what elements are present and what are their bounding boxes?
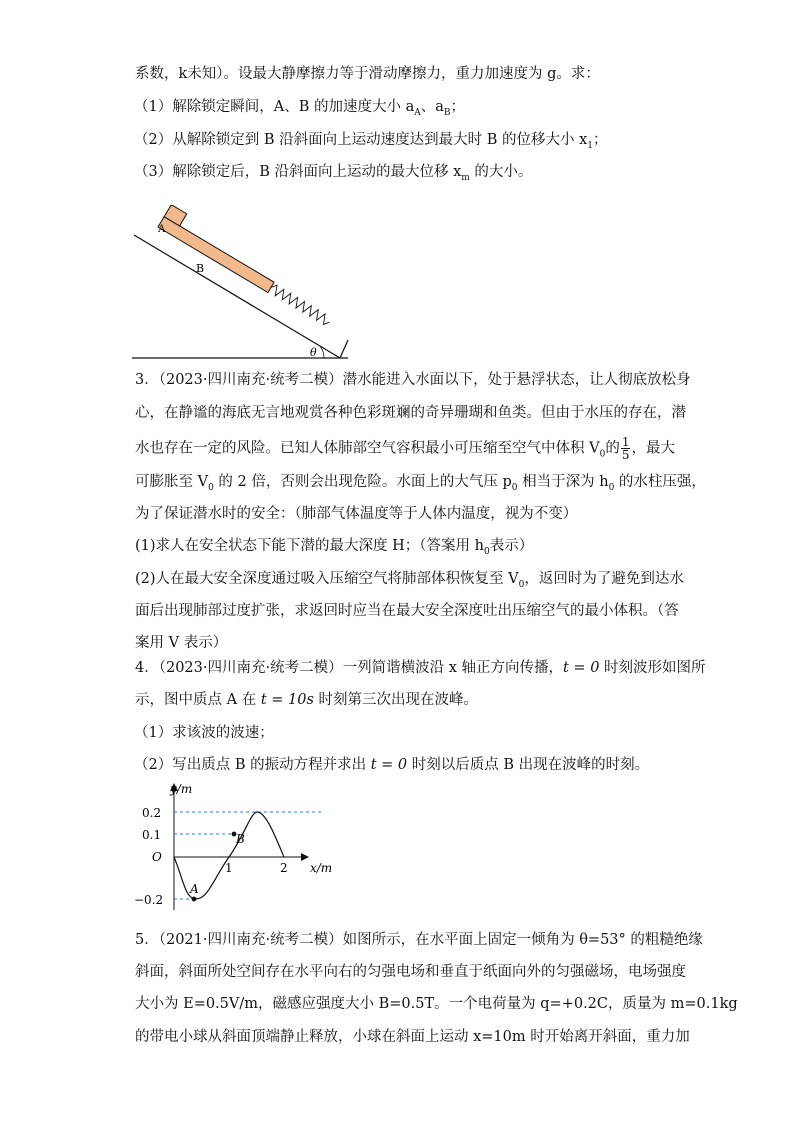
- problem5-line-1: 5．（2021·四川南充·统考二模）如图所示，在水平面上固定一倾角为 θ=53° 的粗糙绝缘: [135, 932, 703, 948]
- problem2-question-1: （1）解除锁定瞬间，A、B 的加速度大小 $a_A$、$a_B$；: [134, 99, 465, 118]
- y-tick-neg-0.2: −0.2: [134, 893, 164, 907]
- problem2-text-line: 系数，k未知）。设最大静摩擦力等于滑动摩擦力，重力加速度为 g。求：: [135, 66, 600, 82]
- x-tick-2: 2: [280, 861, 288, 875]
- point-a-label: A: [190, 882, 199, 896]
- y-tick-0.2: 0.2: [142, 806, 162, 820]
- problem3-line-5: 为了保证潜水时的安全：（肺部气体温度等于人体内温度，视为不变）: [135, 506, 578, 522]
- x-tick-1: 1: [225, 861, 233, 875]
- fraction-one-fifth: $\frac{1}{5}$: [621, 435, 630, 462]
- problem3-line-4: 可膨胀至 $V_0$ 的 2 倍，否则会出现危险。水面上的大气压 $p_0$ 相当于深为 $h_0$ 的水柱压强，: [135, 474, 706, 493]
- y-axis-label: y/m: [170, 782, 193, 796]
- block-b-label: B: [196, 262, 205, 275]
- wave-graph: [130, 778, 350, 918]
- angle-theta-label: θ: [310, 346, 317, 359]
- problem2-question-3: （3）解除锁定后，B 沿斜面向上运动的最大位移 $x_m$ 的大小。: [134, 164, 533, 183]
- problem3-line-2: 心，在静谧的海底无言地观赏各种色彩斑斓的奇异珊瑚和鱼类。但由于水压的存在，潜: [135, 405, 686, 421]
- block-a-label: A: [158, 224, 166, 235]
- problem2-question-2: （2）从解除锁定到 B 沿斜面向上运动速度达到最大时 B 的位移大小 $x_1$；: [134, 132, 608, 151]
- problem3-question-2: (2)人在最大安全深度通过吸入压缩空气将肺部体积恢复至 $V_0$，返回时为了避免到达水: [135, 571, 684, 590]
- problem3-line-3: 水也存在一定的风险。已知人体肺部空气容积最小可压缩至空气中体积 $V_0$的 $\frac{1}{5}$ ，最大: [135, 435, 675, 462]
- problem5-line-3: 大小为 E=0.5V/m，磁感应强度大小 B=0.5T。一个电荷量为 q=+0.2C，质量为 m=0.1kg: [135, 996, 738, 1012]
- problem4-line-1: 4．（2023·四川南充·统考二模）一列简谐横波沿 x 轴正方向传播，t = 0 时刻波形如图所: [135, 660, 706, 676]
- problem5-line-4: 的带电小球从斜面顶端静止释放，小球在斜面上运动 x=10m 时开始离开斜面，重力加: [135, 1029, 690, 1045]
- origin-label: O: [152, 850, 162, 864]
- problem3-line-1: 3．（2023·四川南充·统考二模）潜水能进入水面以下，处于悬浮状态，让人彻底放松身: [135, 372, 691, 388]
- point-b-label: B: [236, 832, 245, 846]
- x-axis-label: x/m: [310, 861, 333, 875]
- incline-figure: [128, 205, 368, 365]
- problem4-question-1: （1）求该波的波速；: [134, 725, 274, 741]
- problem5-line-2: 斜面，斜面所处空间存在水平向右的匀强电场和垂直于纸面向外的匀强磁场，电场强度: [135, 964, 686, 980]
- problem3-question-2-cont2: 案用 V 表示）: [135, 635, 228, 651]
- y-tick-0.1: 0.1: [142, 828, 162, 842]
- problem4-question-2: （2）写出质点 B 的振动方程并求出 t = 0 时刻以后质点 B 出现在波峰的时刻。: [134, 757, 650, 773]
- problem3-question-2-cont: 面后出现肺部过度扩张，求返回时应当在最大安全深度吐出压缩空气的最小体积。（答: [135, 603, 679, 619]
- problem4-line-2: 示，图中质点 A 在 t = 10s 时刻第三次出现在波峰。: [135, 692, 479, 708]
- point-a-marker: [192, 897, 197, 902]
- problem3-question-1: (1)求人在安全状态下能下潜的最大深度 H；（答案用 $h_0$表示）: [135, 538, 534, 557]
